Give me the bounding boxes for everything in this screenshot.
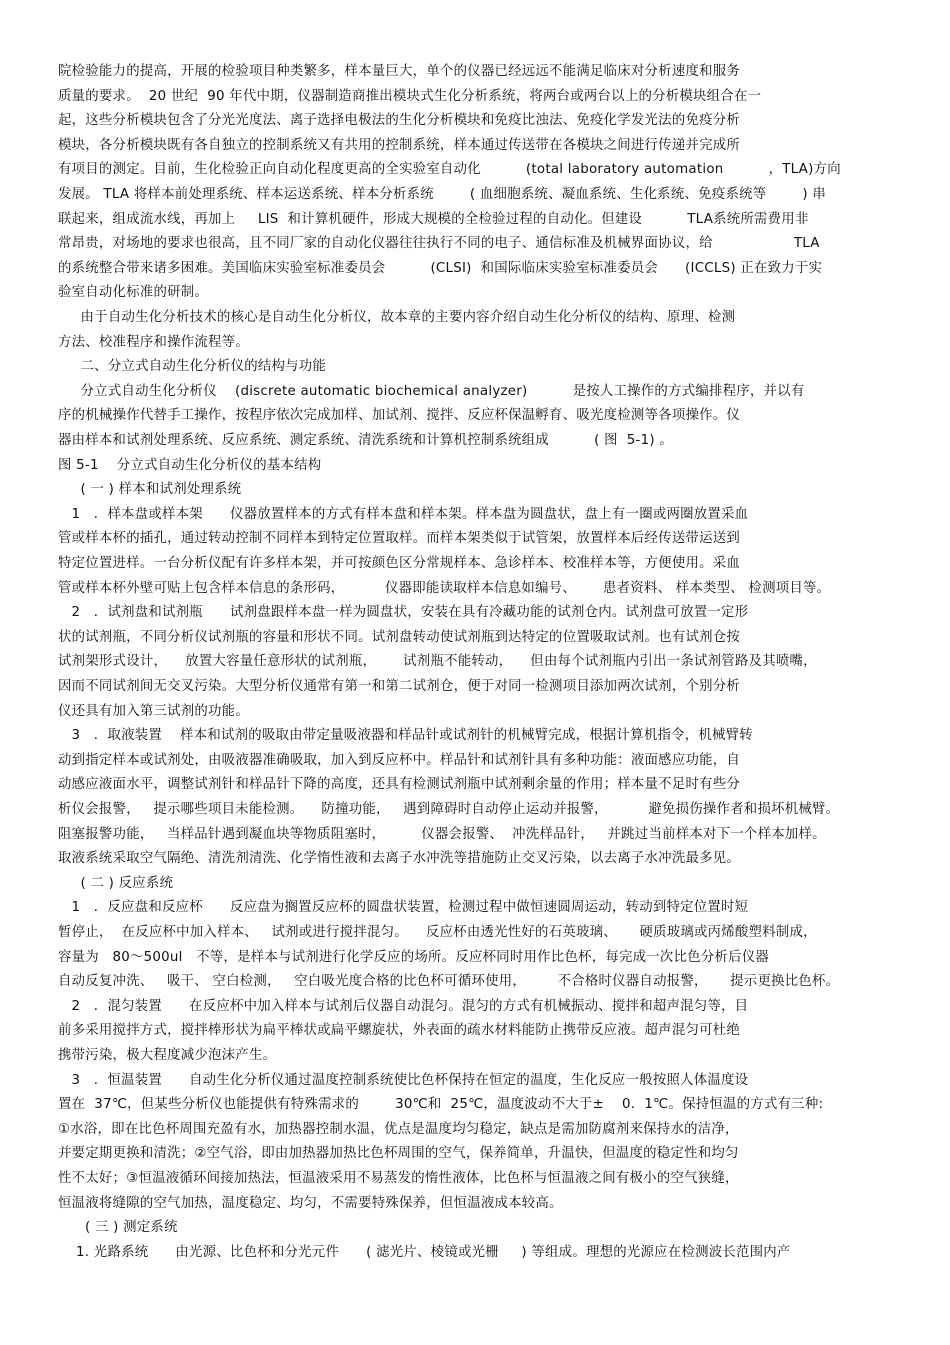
text-line: 前多采用搅拌方式，搅拌棒形状为扁平棒状或扁平螺旋状，外表面的疏水材料能防止携带反应液。超声混匀可杜绝 [58, 1023, 741, 1039]
text-line: 发展。 TLA 将样本前处理系统、样本运送系统、样本分析系统 ( 血细胞系统、凝血系统、生化系统、免疫系统等 ) 串 [58, 187, 827, 202]
text-line: 方法、校准程序和操作流程等。 [58, 334, 249, 350]
text-line: 2 ．混匀装置 在反应杯中加入样本与试剂后仪器自动混匀。混匀的方式有机械振动、搅拌和超声混匀等，目 [58, 998, 749, 1014]
text-line: 析仪会报警， 提示哪些项目未能检测。 防撞功能， 遇到障碍时自动停止运动并报警， 避免损伤操作者和损坏机械臂。 [58, 802, 840, 817]
text-line: 自动反复冲洗、 吸干、 空白检测， 空白吸光度合格的比色杯可循环使用， 不合格时仪器自动报警， 提示更换比色杯。 [58, 974, 840, 990]
text-line: 验室自动化标准的研制。 [58, 285, 209, 301]
text-line: 仪还具有加入第三试剂的功能。 [58, 703, 249, 719]
text-line: 序的机械操作代替手工操作，按程序依次完成加样、加试剂、搅拌、反应杯保温孵育、吸光度检测等各项操作。仪 [58, 408, 741, 424]
text-line: 特定位置进样。一台分析仪配有许多样本架，并可按颜色区分常规样本、急诊样本、校准样本等，方便使用。采血 [58, 556, 741, 571]
text-line: ( 一 ) 样本和试剂处理系统 [58, 482, 242, 498]
text-line: 携带污染，极大程度减少泡沫产生。 [58, 1048, 277, 1063]
text-line: 3 ．恒温装置 自动生化分析仪通过温度控制系统使比色杯保持在恒定的温度，生化反应一般按照人体温度设 [58, 1072, 749, 1088]
text-line: ( 三 ) 测定系统 [58, 1220, 178, 1236]
text-line: 联起来，组成流水线，再加上 LIS 和计算机硬件，形成大规模的全检验过程的自动化。但建设 TLA系统所需费用非 [58, 211, 809, 227]
text-line: 阻塞报警功能， 当样品针遇到凝血块等物质阻塞时， 仪器会报警、 冲洗样品针， 并跳过当前样本对下一个样本加样。 [58, 826, 826, 842]
text-line: 的系统整合带来诸多困难。美国临床实验室标准委员会 (CLSI) 和国际临床实验室标准委员会 (ICCLS) 正在致力于实 [58, 260, 823, 276]
text-line: 试剂架形式设计， 放置大容量任意形状的试剂瓶， 试剂瓶不能转动， 但由每个试剂瓶内引出一条试剂管路及其喷嘴， [58, 654, 817, 670]
text-line: 由于自动生化分析技术的核心是自动生化分析仪，故本章的主要内容介绍自动生化分析仪的结构、原理、检测 [58, 310, 736, 325]
text-line: 管或样本杯外壁可贴上包含样本信息的条形码， 仪器即能读取样本信息如编号、 患者资料、 样本类型、 检测项目等。 [58, 580, 831, 596]
text-line: 状的试剂瓶，不同分析仪试剂瓶的容量和形状不同。试剂盘转动使试剂瓶到达特定的位置吸取试剂。也有试剂仓按 [58, 629, 741, 645]
text-line: 有项目的测定。目前，生化检验正向自动化程度更高的全实验室自动化 (total laboratory automation ，TLA)方向 [58, 162, 841, 178]
text-line: 图 5-1 分立式自动生化分析仪的基本结构 [58, 457, 322, 473]
text-line: 模块，各分析模块既有各自独立的控制系统又有共用的控制系统，样本通过传送带在各模块之间进行传递并完成所 [58, 137, 741, 153]
text-line: 动感应液面水平，调整试剂针和样品针下降的高度，还具有检测试剂瓶中试剂剩余量的作用；样本量不足时有些分 [58, 777, 741, 793]
text-line: 1. 光路系统 由光源、比色杯和分光元件 ( 滤光片、棱镜或光栅 ) 等组成。理想的光源应在检测波长范围内产 [58, 1244, 791, 1260]
text-line: 质量的要求。 20 世纪 90 年代中期，仪器制造商推出模块式生化分析系统，将两台或两台以上的分析模块组合在一 [58, 88, 762, 104]
text-line: 性不太好；③恒温液循环间接加热法，恒温液采用不易蒸发的惰性液体，比色杯与恒温液之间有极小的空气狭缝， [58, 1171, 739, 1186]
text-line: ①水浴，即在比色杯周围充盈有水，加热器控制水温，优点是温度均匀稳定，缺点是需加防腐剂来保持水的洁净， [58, 1121, 739, 1137]
text-line: 因而不同试剂间无交叉污染。大型分析仪通常有第一和第二试剂仓，便于对同一检测项目添加两次试剂，个别分析 [58, 679, 741, 694]
text-line: 1 ．反应盘和反应杯 反应盘为搁置反应杯的圆盘状装置，检测过程中做恒速圆周运动，转动到特定位置时短 [58, 900, 749, 916]
text-line: 并要定期更换和清洗；②空气浴，即由加热器加热比色杯周围的空气，保养简单，升温快，但温度的稳定性和均匀 [58, 1146, 739, 1162]
text-line: 取液系统采取空气隔绝、清洗剂清洗、化学惰性液和去离子水冲洗等措施防止交叉污染，以去离子水冲洗最多见。 [58, 851, 741, 867]
text-line: 管或样本杯的插孔，通过转动控制不同样本到特定位置取样。而样本架类似于试管架，放置样本后经传送带运送到 [58, 531, 741, 547]
text-line: 院检验能力的提高，开展的检验项目种类繁多，样本量巨大，单个的仪器已经远远不能满足临床对分析速度和服务 [58, 64, 741, 79]
text-line: 置在 37℃，但某些分析仪也能提供有特殊需求的 30℃和 25℃，温度波动不大于± 0．1℃。保持恒温的方式有三种: [58, 1097, 824, 1113]
text-line: 2 ．试剂盘和试剂瓶 试剂盘跟样本盘一样为圆盘状，安装在具有冷藏功能的试剂仓内。试剂盘可放置一定形 [58, 605, 749, 621]
text-line: 恒温液将缝隙的空气加热，温度稳定、均匀，不需要特殊保养，但恒温液成本较高。 [58, 1195, 563, 1211]
text-line: 常昂贵，对场地的要求也很高，且不同厂家的自动化仪器往往执行不同的电子、通信标准及机械界面协议，给 TLA [58, 236, 820, 252]
text-line: 动到指定样本或试剂处，由吸液器准确吸取，加入到反应杯中。样品针和试剂针具有多种功能：液面感应功能，自 [58, 752, 741, 768]
text-line: 器由样本和试剂处理系统、反应系统、测定系统、清洗系统和计算机控制系统组成 ( 图 5-1) 。 [58, 433, 674, 448]
text-line: 1 ．样本盘或样本架 仪器放置样本的方式有样本盘和样本架。样本盘为圆盘状，盘上有一圈或两圈放置采血 [58, 506, 749, 522]
text-line: 暂停止， 在反应杯中加入样本、 试剂或进行搅拌混匀。 反应杯由透光性好的石英玻璃、 硬质玻璃或丙烯酸塑料制成， [58, 925, 817, 940]
text-line: 分立式自动生化分析仪 (discrete automatic biochemical analyzer) 是按人工操作的方式编排程序，并以有 [58, 383, 805, 399]
text-line: ( 二 ) 反应系统 [58, 875, 174, 891]
text-line: 二、分立式自动生化分析仪的结构与功能 [58, 359, 327, 375]
text-line: 3 ．取液装置 样本和试剂的吸取由带定量吸液器和样品针或试剂针的机械臂完成，根据计算机指令，机械臂转 [58, 728, 753, 744]
text-line: 容量为 80～500ul 不等，是样本与试剂进行化学反应的场所。反应杯同时用作比色杯，每完成一次比色分析后仪器 [58, 949, 770, 965]
text-line: 起，这些分析模块包含了分光光度法、离子选择电极法的生化分析模块和免疫比浊法、免疫化学发光法的免疫分析 [58, 113, 741, 129]
